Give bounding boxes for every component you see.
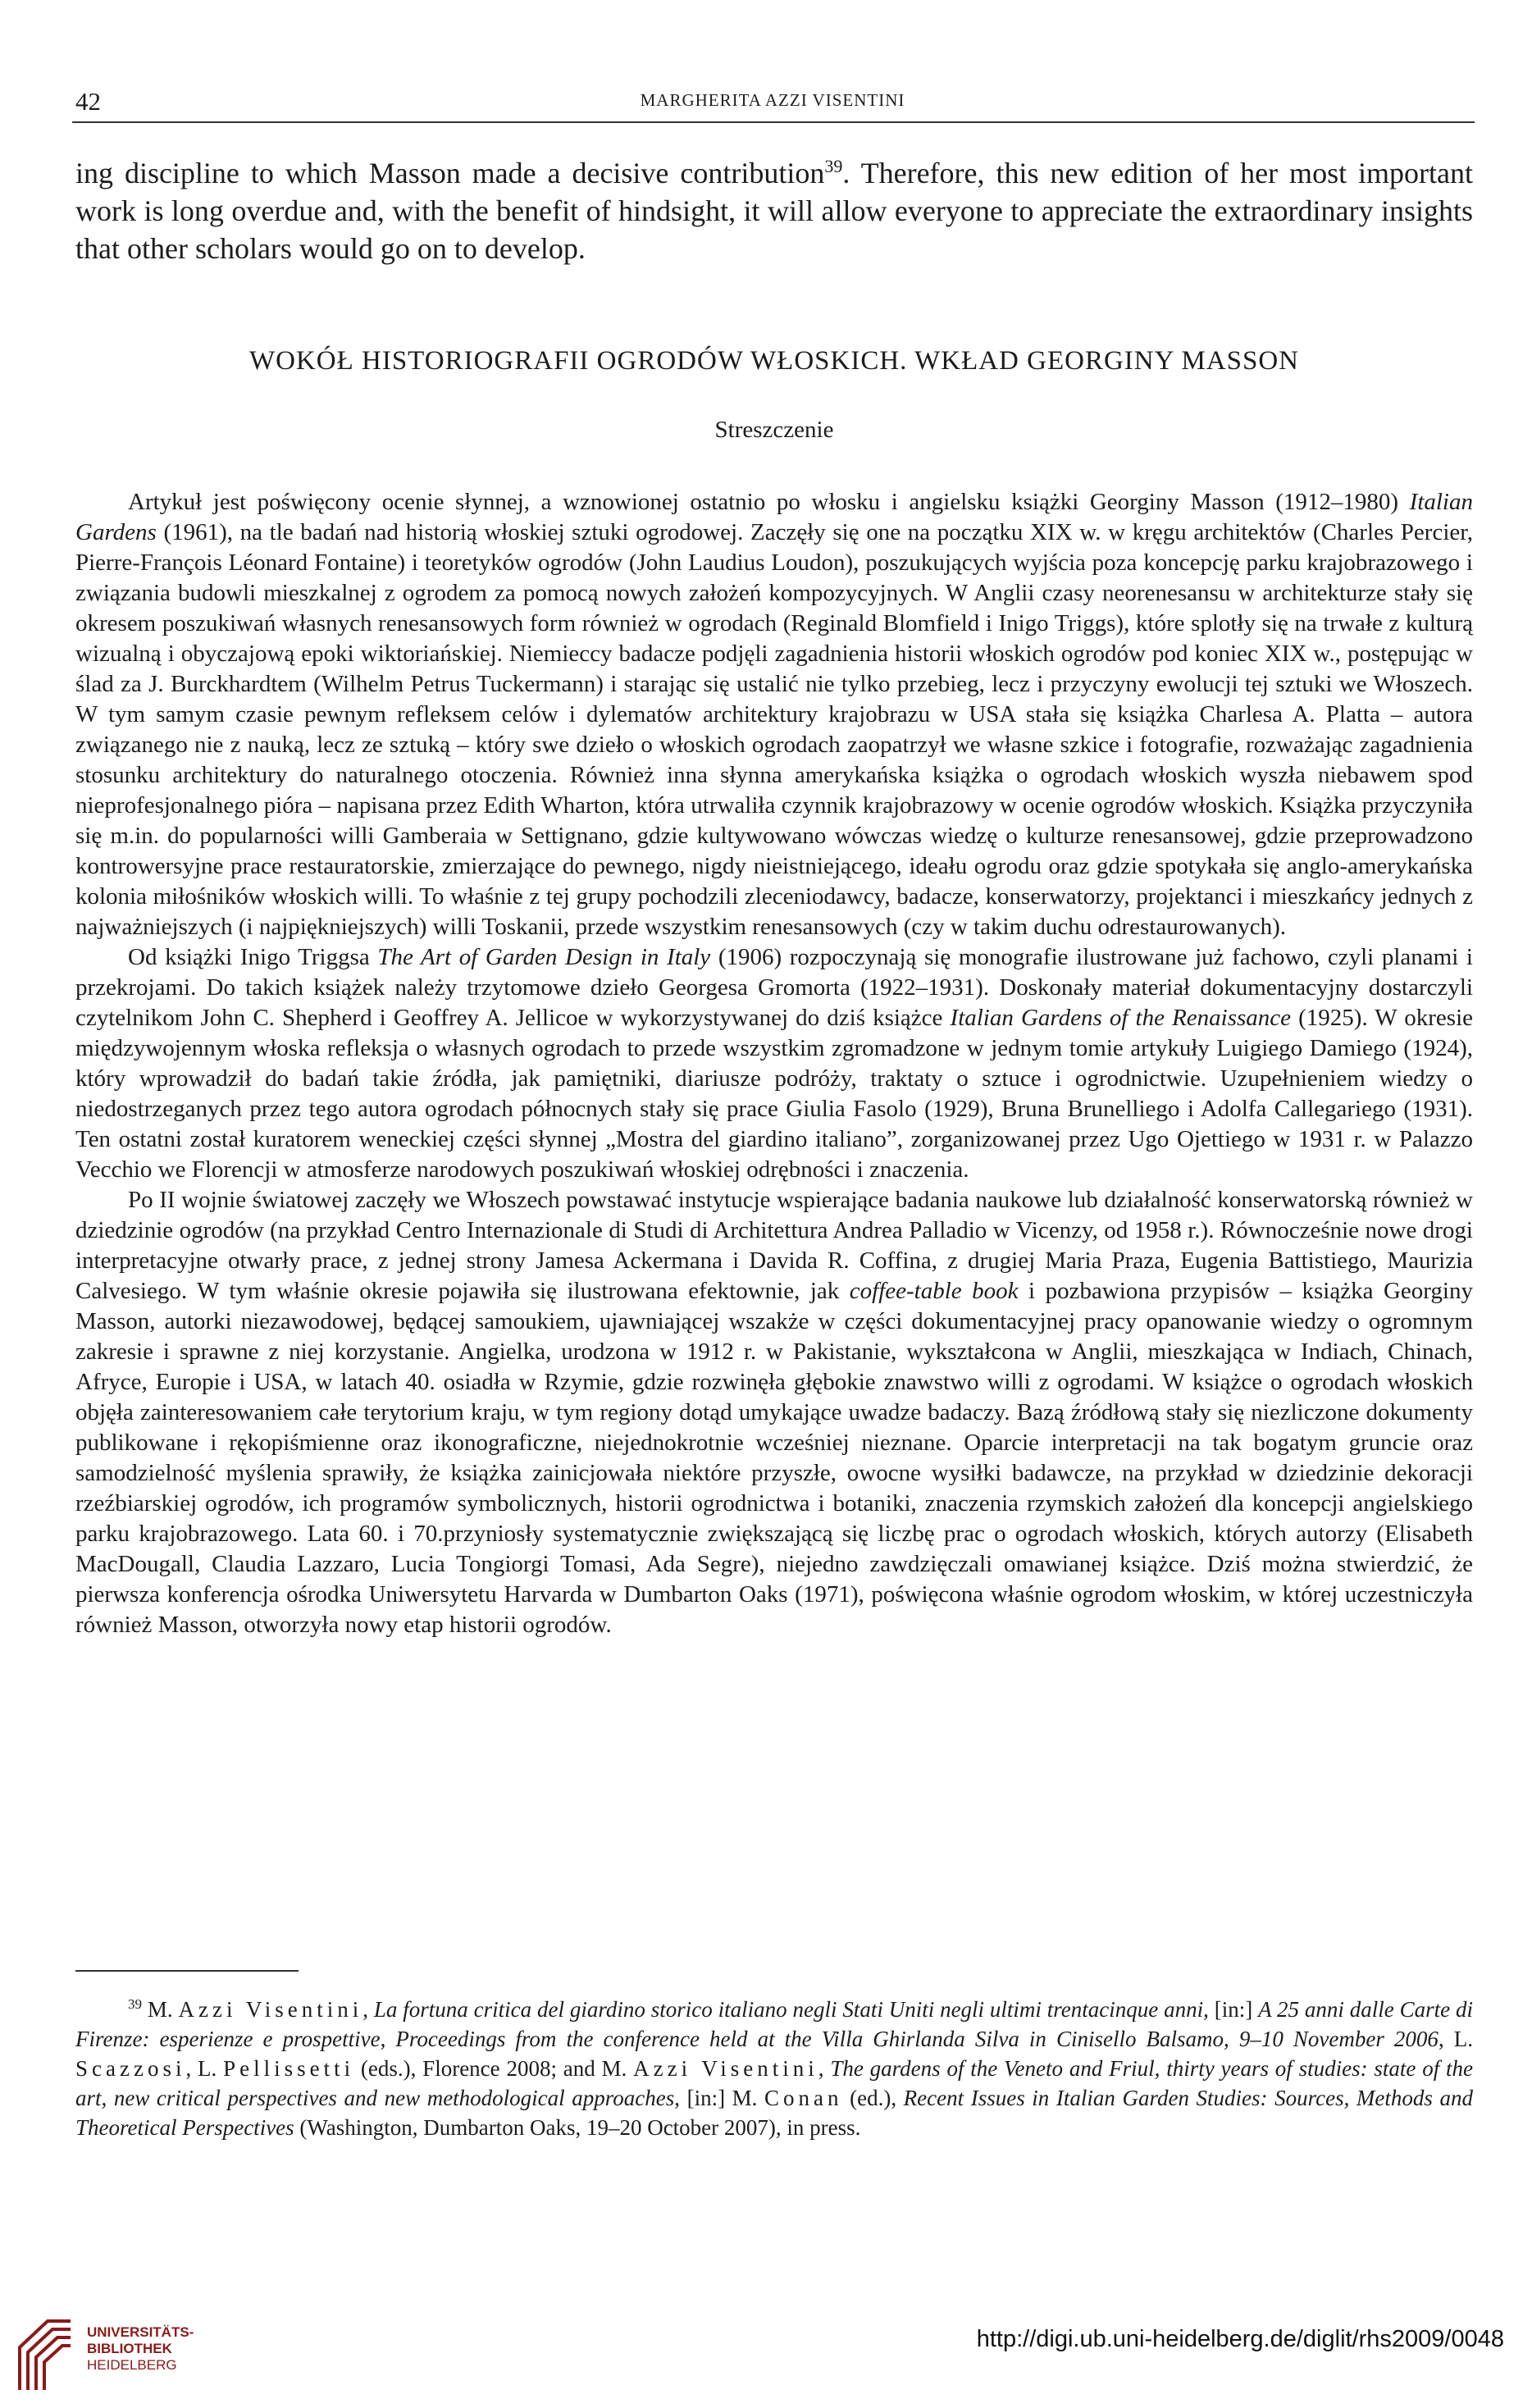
- author-name: Azzi Visentini: [633, 2056, 818, 2081]
- text-run: (eds.), Florence 2008; and M.: [354, 2056, 634, 2081]
- italic-term: coffee-table book: [849, 1278, 1019, 1304]
- article-title: WOKÓŁ HISTORIOGRAFII OGRODÓW WŁOSKICH. WKŁAD GEORGINY MASSON: [248, 346, 1300, 376]
- text-run: (1925). W okresie międzywojennym włoska refleksja o własnych ogrodach to przede wszystkim zgromadzone w jednym tomie artykuły Luigiego Damiego (1924), który wprowadził do badań takie źródła, jak pamiętniki, diariusze podróży, traktaty o sztuce i ogrodnictwie. Uzupełnieniem wiedzy o niedostrzeganych przez tego autora ogrodach północnych stały się prace Giulia Fasolo (1929), Bruna Brunelliego i Adolfa Callegariego (1931). Ten ostatni został kuratorem weneckiej części słynnej „Mostra del giardino italiano”, zorganizowanej przez Ugo Ojettiego w 1931 r. w Palazzo Vecchio we Florencji w atmosferze narodowych poszukiwań włoskiej odrębności i znaczenia.: [75, 1005, 1473, 1183]
- library-logo: [15, 2315, 261, 2397]
- source-url-link[interactable]: http://digi.ub.uni-heidelberg.de/diglit/rhs2009/0048: [976, 2326, 1504, 2352]
- author-name: Azzi Visentini: [178, 1997, 363, 2022]
- footnote-ref[interactable]: 39: [824, 156, 843, 176]
- emblem-stroke: [44, 2346, 71, 2390]
- library-name-line: HEIDELBERG: [87, 2357, 177, 2373]
- library-name-line: BIBLIOTHEK: [87, 2341, 172, 2356]
- summary-body: [75, 487, 1473, 1640]
- library-emblem-icon: [15, 2315, 80, 2397]
- text-run: Po II wojnie światowej zaczęły we Włoszech powstawać instytucje wspierające badania naukowe lub działalność konserwatorską również w dziedzinie ogrodów (na przykład Centro Internazionale di Studi di Architettura Andrea Palladio w Vicenzy, od 1958 r.). Równocześnie nowe drogi interpretacyjne otwarły prace, z jednej strony Jamesa Ackermana i Davida R. Coffina, z drugiej Maria Praza, Eugenia Battistiego, Maurizia Calvesiego. W tym właśnie okresie pojawiła się ilustrowana efektownie, jak: [75, 1187, 1473, 1304]
- book-title: The Art of Garden Design in Italy: [377, 944, 711, 970]
- text-run: ,: [818, 2056, 831, 2081]
- header-rule: [72, 121, 1475, 123]
- intro-text-end: . Therefore, this new edition of her most important work is long overdue and, with the benefit of hindsight, it will allow everyone to appreciate the extraordinary insights that other scholars would go on to develop.: [75, 157, 1473, 265]
- text-run: [in:]: [1208, 1997, 1259, 2022]
- summary-paragraph-2: [75, 942, 1473, 1185]
- book-title: Italian Gardens of the Renaissance: [950, 1005, 1292, 1031]
- text-run: (ed.),: [842, 2086, 904, 2110]
- intro-text-start: ing discipline to which Masson made a decisive contribution: [75, 157, 825, 189]
- author-name: Conan: [764, 2086, 843, 2110]
- text-run: (1961), na tle badań nad historią włoskiej sztuki ogrodowej. Zaczęły się one na początku XIX w. w kręgu architektów (Charles Percier, Pierre-François Léonard Fontaine) i teoretyków ogrodów (John Laudius Loudon), poszukujących wyjścia poza koncepcję parku krajobrazowego i związania budowli mieszkalnej z ogrodem za pomocą nowych założeń kompozycyjnych. W Anglii czasy neorenesansu w architekturze stały się okresem poszukiwań własnych renesansowych form również w ogrodach (Reginald Blomfield i Inigo Triggs), które splotły się na trwałe z kulturą wizualną i obyczajową epoki wiktoriańskiej. Niemieccy badacze podjęli zagadnienia historii włoskich ogrodów pod koniec XIX w., postępując w ślad za J. Burckhardtem (Wilhelm Petrus Tuckermann) i starając się ustalić nie tylko przebieg, lecz i przyczyny ewolucji tej sztuki we Włoszech. W tym samym czasie pewnym refleksem celów i dylematów architektury krajobrazu w USA stała się książka Charlesa A. Platta – autora związanego nie z nauką, lecz ze sztuką – który swe dzieło o włoskich ogrodach zaopatrzył we własne szkice i fotografie, rozważając zagadnienia stosunku architektury do naturalnego otoczenia. Również inna słynna amerykańska książka o ogrodach włoskich wyszła niebawem spod nieprofesjonalnego pióra – napisana przez Edith Wharton, która utrwaliła czynnik krajobrazowy w ocenie ogrodów włoskich. Książka przyczyniła się m.in. do popularności willi Gamberaia w Settignano, gdzie kultywowano wówczas wiedzę o kulturze renesansowej, gdzie przeprowadzono kontrowersyjne prace restauratorskie, zmierzające do pewnego, nigdy nieistniejącego, ideału ogrodu oraz gdzie spotykała się anglo-amerykańska kolonia miłośników włoskich willi. To właśnie z tej grupy pochodzili zleceniodawcy, badacze, konserwatorzy, projektanci i mieszkańcy jednych z najważniejszych (i najpiękniejszych) willi Toskanii, przede wszystkim renesansowych (czy w takim duchu odrestaurowanych).: [75, 519, 1473, 940]
- text-run: Artykuł jest poświęcony ocenie słynnej, a wznowionej ostatnio po włosku i angielsku książki Georginy Masson (1912–1980): [128, 489, 1410, 515]
- page-number: 42: [75, 87, 101, 116]
- text-run: , [in:] M.: [674, 2086, 765, 2110]
- work-title: A 25 anni dalle Carte di Firenze: esperienze e prospettive, Proceedings from the conference held at the Villa Ghirlanda Silva in Cinisello Balsamo, 9–10 November 2006: [75, 1997, 1473, 2051]
- text-run: ,: [362, 1997, 374, 2022]
- author-name: Scazzosi: [75, 2056, 186, 2081]
- text-run: M.: [142, 1997, 179, 2022]
- summary-paragraph-1: [75, 487, 1473, 942]
- work-title: La fortuna critica del giardino storico italiano negli Stati Uniti negli ultimi trentacinque anni,: [373, 1997, 1209, 2022]
- text-run: , L.: [1438, 2027, 1473, 2051]
- text-run: , L.: [185, 2056, 224, 2081]
- footnote-39: [75, 1990, 1473, 2142]
- text-run: i pozbawiona przypisów – książka Georginy Masson, autorki niezawodowej, będącej samoukiem, ujawniającej wszakże w części dokumentacyjnej pracy opanowanie wiedzy o ogromnym zakresie i sprawne z niej korzystanie. Angielka, urodzona w 1912 r. w Pakistanie, wykształcona w Anglii, mieszkająca w Indiach, Chinach, Afryce, Europie i USA, w latach 40. osiadła w Rzymie, gdzie rozwinęła głębokie znawstwo willi z ogrodami. W książce o ogrodach włoskich objęła zainteresowaniem całe terytorium kraju, w tym regiony dotąd umykające uwadze badaczy. Bazą źródłową stały się niezliczone dokumenty publikowane i rękopiśmienne oraz ikonograficzne, niejednokrotnie wcześniej nieznane. Oparcie interpretacji na tak bogatym gruncie oraz samodzielność myślenia sprawiły, że książka zainicjowała niektóre przyszłe, owocne wysiłki badawcze, na przykład w dziedzinie dekoracji rzeźbiarskiej ogrodów, ich programów symbolicznych, historii ogrodnictwa i botaniki, znaczenia rzymskich założeń dla koncepcji angielskiego parku krajobrazowego. Lata 60. i 70.przyniosły systematycznie zwiększającą się liczbę prac o ogrodach włoskich, których autorzy (Elisabeth MacDougall, Claudia Lazzaro, Lucia Tongiorgi Tomasi, Ada Segre), niejedno zawdzięczali omawianej książce. Dziś można stwierdzić, że pierwsza konferencja ośrodka Uniwersytetu Harvarda w Dumbarton Oaks (1971), poświęcona właśnie ogrodom włoskim, w której uczestniczyła również Masson, otworzyła nowy etap historii ogrodów.: [75, 1278, 1473, 1638]
- summary-paragraph-3: [75, 1185, 1473, 1640]
- text-run: (Washington, Dumbarton Oaks, 19–20 October 2007), in press.: [294, 2115, 861, 2140]
- author-name: Pellissetti: [223, 2056, 355, 2081]
- library-name: [87, 2324, 194, 2374]
- running-head: [75, 87, 1470, 120]
- work-title: Recent Issues in Italian Garden Studies: Sources, Methods and Theoretical Perspectives: [75, 2086, 1474, 2140]
- library-name-line: UNIVERSITÄTS-: [87, 2324, 194, 2340]
- text-run: Od książki Inigo Triggsa: [128, 944, 378, 970]
- work-title: The gardens of the Veneto and Friul, thirty years of studies: state of the art, new critical perspectives and new methodological approaches: [75, 2056, 1473, 2110]
- summary-heading: Streszczenie: [714, 417, 834, 443]
- text-run: (1906) rozpoczynają się monografie ilustrowane już fachowo, czyli planami i przekrojami. Do takich książek należy trzytomowe dzieło Georgesa Gromorta (1922–1931). Doskonały materiał dokumentacyjny dostarczyli czytelnikom John C. Shepherd i Geoffrey A. Jellicoe w wykorzystywanej do dziś książce: [75, 944, 1473, 1031]
- footnote-number: 39: [128, 1996, 142, 2012]
- intro-paragraph: [75, 148, 1473, 267]
- book-title: Italian Gardens: [75, 489, 1473, 545]
- footnote-rule: [75, 1970, 299, 1972]
- running-title: MARGHERITA AZZI VISENTINI: [640, 90, 905, 110]
